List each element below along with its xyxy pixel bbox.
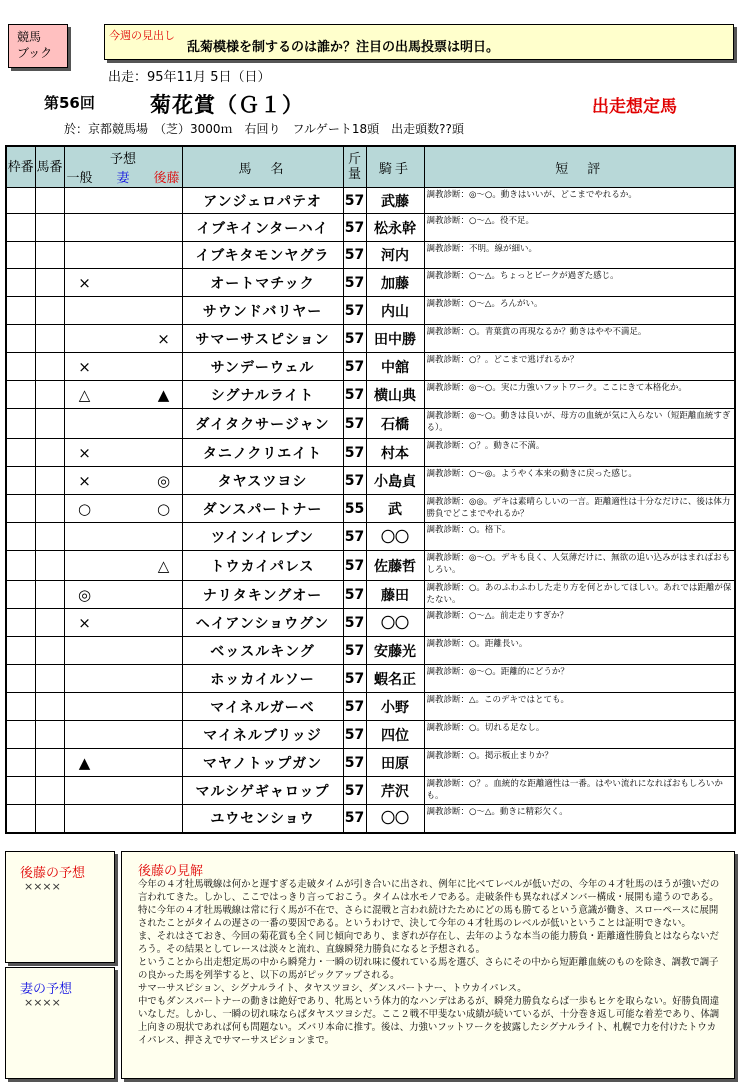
prediction-cell	[64, 665, 182, 693]
table-row	[6, 693, 735, 721]
horse-weight: 57	[343, 637, 366, 665]
short-comment: 調教診断：○。掲示板止まりか？	[424, 749, 735, 777]
header-uma: 馬番	[35, 146, 64, 188]
horse-name: ナリタキングオー	[182, 581, 343, 609]
horse-weight: 57	[343, 269, 366, 297]
waku-cell	[6, 297, 35, 325]
table-row	[6, 805, 735, 833]
uma-cell	[35, 721, 64, 749]
horse-name: アンジェロパテオ	[182, 188, 343, 214]
mark-goto	[154, 444, 174, 462]
horse-name: イブキインターハイ	[182, 214, 343, 242]
short-comment: 調教診断：○～△。ろんがい。	[424, 297, 735, 325]
uma-cell	[35, 381, 64, 409]
prediction-cell	[64, 325, 182, 353]
prediction-cell	[64, 495, 182, 523]
waku-cell	[6, 721, 35, 749]
header-tsuma: 妻	[116, 171, 130, 186]
horse-weight: 57	[343, 777, 366, 805]
jockey-name: 河内	[366, 242, 424, 269]
goto-pick-title: 後藤の予想	[20, 866, 86, 881]
mark-ippan: ×	[78, 613, 91, 632]
short-comment: 調教診断：◎～○。動きはいいが、どこまでやれるか。	[424, 188, 735, 214]
prediction-cell	[64, 409, 182, 439]
header-horse-name: 馬 名	[182, 146, 343, 188]
table-row	[6, 409, 735, 439]
horse-name: ダンスパートナー	[182, 495, 343, 523]
short-comment: 調教診断：△。このデキではとても。	[424, 693, 735, 721]
horse-weight: 57	[343, 381, 366, 409]
table-row	[6, 242, 735, 269]
table-row	[6, 269, 735, 297]
uma-cell	[35, 467, 64, 495]
waku-cell	[6, 188, 35, 214]
short-comment: 調教診断：○？。どこまで逃げれるか？	[424, 353, 735, 381]
table-row	[6, 495, 735, 523]
waku-cell	[6, 665, 35, 693]
horse-name: ツインイレブン	[182, 523, 343, 551]
mark-goto	[154, 614, 174, 632]
goto-pick-value: ××××	[24, 880, 61, 893]
short-comment: 調教診断：◎◎。デキは素晴らしいの一言。距離適性は十分なだけに、後は体力勝負でどこまでやれるか？	[424, 495, 735, 523]
prediction-cell	[64, 777, 182, 805]
jockey-name: 内山	[366, 297, 424, 325]
prediction-cell	[64, 269, 182, 297]
mark-goto: ▲	[157, 385, 170, 404]
jockey-name: 蝦名正	[366, 665, 424, 693]
weekly-headline-box	[104, 24, 734, 60]
horse-name: マイネルブリッジ	[182, 721, 343, 749]
horse-name: タヤスツヨシ	[182, 467, 343, 495]
jockey-name: 小野	[366, 693, 424, 721]
header-jockey: 騎手	[366, 146, 424, 188]
horse-weight: 57	[343, 409, 366, 439]
mark-ippan	[75, 330, 95, 348]
uma-cell	[35, 297, 64, 325]
horse-name: イブキタモンヤグラ	[182, 242, 343, 269]
prediction-cell	[64, 439, 182, 467]
short-comment: 調教診断：○～△。ちょっとピークが過ぎた感じ。	[424, 269, 735, 297]
short-comment: 調教診断：◎～○。動きは良いが、母方の血統が気に入らない（短距離血統すぎる）。	[424, 409, 735, 439]
horse-weight: 57	[343, 242, 366, 269]
table-row	[6, 637, 735, 665]
waku-cell	[6, 693, 35, 721]
race-date: 出走：95年11月 5日（日）	[108, 70, 271, 85]
uma-cell	[35, 188, 64, 214]
horse-name: タニノクリエイト	[182, 439, 343, 467]
short-comment: 調教診断：○～◎。ようやく本来の動きに戻った感じ。	[424, 467, 735, 495]
waku-cell	[6, 242, 35, 269]
mark-ippan: ×	[78, 443, 91, 462]
uma-cell	[35, 242, 64, 269]
waku-cell	[6, 637, 35, 665]
waku-cell	[6, 581, 35, 609]
mark-ippan: ○	[77, 499, 92, 518]
mark-ippan: ×	[78, 273, 91, 292]
table-row	[6, 581, 735, 609]
horse-weight: 55	[343, 495, 366, 523]
wife-pick-box	[5, 967, 115, 1079]
short-comment: 調教診断：○。あのふわふわした走り方を何とかしてほしい。あれでは距離が保たない。	[424, 581, 735, 609]
mark-tsuma	[114, 274, 134, 292]
table-row	[6, 381, 735, 409]
waku-cell	[6, 214, 35, 242]
short-comment: 調教診断：○。切れる足なし。	[424, 721, 735, 749]
jockey-name: 加藤	[366, 269, 424, 297]
mark-tsuma	[114, 614, 134, 632]
logo-line-2: ブック	[17, 46, 53, 60]
short-comment: 調教診断：不明。線が細い。	[424, 242, 735, 269]
mark-goto: ◎	[156, 471, 171, 490]
prediction-cell	[64, 581, 182, 609]
short-comment: 調教診断：○～△。前走走りすぎか？	[424, 609, 735, 637]
mark-tsuma	[114, 754, 134, 772]
horse-weight: 57	[343, 749, 366, 777]
short-comment: 調教診断：○。距離長い。	[424, 637, 735, 665]
mark-ippan: ×	[78, 471, 91, 490]
mark-ippan: ▲	[78, 753, 91, 772]
table-row	[6, 749, 735, 777]
horse-name: ユウセンショウ	[182, 805, 343, 833]
short-comment: 調教診断：○～△。役不足。	[424, 214, 735, 242]
waku-cell	[6, 749, 35, 777]
entries-body	[6, 188, 735, 833]
short-comment: 調教診断：○？。動きに不満。	[424, 439, 735, 467]
horse-weight: 57	[343, 467, 366, 495]
horse-weight: 57	[343, 665, 366, 693]
mark-goto: ×	[157, 329, 170, 348]
header-prediction-title: 予想	[109, 152, 136, 167]
jockey-name: 小島貞	[366, 467, 424, 495]
header-prediction-sub	[65, 167, 182, 186]
uma-cell	[35, 353, 64, 381]
mark-tsuma	[114, 386, 134, 404]
uma-cell	[35, 495, 64, 523]
goto-view-text: 今年の４才牡馬戦線は何かと遅すぎる走破タイムが引き合いに出され、例年に比べてレベルが低いだの、今年の４才牡馬のほうが強いだの言われてきた。しかし、ここではっきり言っておこう。タイムは水モノである。走破条件も異なればメンバー構成・展開も違うのである。特に今年の４才牡馬戦線は常に行く馬が不在で、さらに混戦と言われ続けたためにどの馬も勝てるという意識が働き、スローペースに展開されたことがタイムの遅さの一番の要因である。というわけで、決して今年の４才牡馬のレベルが低いということは証明できない。 ま、それはさておき、今回の菊花賞も全く同じ傾向であり、まぎれが存在し、去年のような本当の能力勝負・距離適性勝負とはならないだろう。その結果としてレースは淡々と流れ、直線瞬発力勝負になると予想される。 ということから出走想定馬の中から瞬発力・一瞬の切れ味に優れている馬を選び、さらにその中から短距離血統のものを除き、調教で調子の良かった馬を列挙すると、以下の馬がピックアップされる。 サマーサスピション、シグナルライト、タヤスツヨシ、ダンスパートナー、トウカイパレス。 中でもダンスパートナーの動きは絶好であり、牝馬という体力的なハンデはあるが、瞬発力勝負ならば一歩もヒケを取らない。好勝負間違いなしだ。しかし、一瞬の切れ味ならばタヤスツヨシだ。ここ２戦不甲斐ない成績が続いているが、十分巻き返し可能な着差であり、体調上向きの現状であれば何も問題ない。ズバリ本命に推す。後は、力強いフットワークを披露したシグナルライト、札幌で力を付けたトウカイパレス、押さえでサマーサスピションまで。	[138, 879, 720, 1046]
mark-tsuma	[114, 472, 134, 490]
table-row	[6, 325, 735, 353]
horse-name: ヘイアンショウグン	[182, 609, 343, 637]
headline-label: 今週の見出し	[109, 29, 175, 42]
horse-name: シグナルライト	[182, 381, 343, 409]
mark-tsuma	[114, 358, 134, 376]
mark-goto	[154, 358, 174, 376]
waku-cell	[6, 325, 35, 353]
horse-name: サマーサスピション	[182, 325, 343, 353]
uma-cell	[35, 777, 64, 805]
short-comment: 調教診断：○？。血統的な距離適性は一番。はやい流れになればおもしろいかも。	[424, 777, 735, 805]
prediction-cell	[64, 381, 182, 409]
jockey-name: 四位	[366, 721, 424, 749]
goto-view-box	[121, 851, 735, 1079]
horse-name: トウカイパレス	[182, 551, 343, 581]
short-comment: 調教診断：◎～○。デキも良く、人気薄だけに、無欲の追い込みがはまればおもしろい。	[424, 551, 735, 581]
horse-weight: 57	[343, 325, 366, 353]
uma-cell	[35, 805, 64, 833]
horse-name: サウンドバリヤー	[182, 297, 343, 325]
race-name: 菊花賞（Ｇ１）	[150, 93, 304, 117]
waku-cell	[6, 439, 35, 467]
waku-cell	[6, 551, 35, 581]
table-row	[6, 188, 735, 214]
table-row	[6, 214, 735, 242]
prediction-cell	[64, 693, 182, 721]
horse-weight: 57	[343, 551, 366, 581]
horse-weight: 57	[343, 609, 366, 637]
jockey-name: 松永幹	[366, 214, 424, 242]
uma-cell	[35, 665, 64, 693]
jockey-name: 武	[366, 495, 424, 523]
mark-goto: △	[157, 556, 170, 575]
header-goto: 後藤	[153, 171, 180, 186]
horse-name: ダイタクサージャン	[182, 409, 343, 439]
horse-weight: 57	[343, 439, 366, 467]
jockey-name: 横山典	[366, 381, 424, 409]
headline-text: 乱菊模様を制するのは誰か？注目の出馬投票は明日。	[187, 40, 500, 55]
waku-cell	[6, 381, 35, 409]
goto-pick-box	[5, 851, 115, 963]
horse-name: マルシゲギャロップ	[182, 777, 343, 805]
prediction-cell	[64, 214, 182, 242]
horse-weight: 57	[343, 297, 366, 325]
uma-cell	[35, 637, 64, 665]
horse-weight: 57	[343, 523, 366, 551]
waku-cell	[6, 777, 35, 805]
uma-cell	[35, 325, 64, 353]
prediction-cell	[64, 609, 182, 637]
horse-weight: 57	[343, 188, 366, 214]
table-header-row	[6, 146, 735, 188]
mark-tsuma	[114, 444, 134, 462]
waku-cell	[6, 269, 35, 297]
horse-name: マイネルガーベ	[182, 693, 343, 721]
uma-cell	[35, 269, 64, 297]
horse-name: サンデーウェル	[182, 353, 343, 381]
horse-name: マヤノトップガン	[182, 749, 343, 777]
prediction-cell	[64, 242, 182, 269]
horse-weight: 57	[343, 693, 366, 721]
jockey-name: 武藤	[366, 188, 424, 214]
prediction-cell	[64, 353, 182, 381]
horse-weight: 57	[343, 721, 366, 749]
prediction-cell	[64, 297, 182, 325]
table-row	[6, 777, 735, 805]
waku-cell	[6, 409, 35, 439]
prediction-cell	[64, 805, 182, 833]
jockey-name: 芹沢	[366, 777, 424, 805]
header-comment: 短 評	[424, 146, 735, 188]
race-info: 於：京都競馬場 （芝）3000ｍ 右回り フルゲート18頭 出走頭数??頭	[64, 122, 464, 136]
table-row	[6, 523, 735, 551]
prediction-cell	[64, 523, 182, 551]
table-row	[6, 551, 735, 581]
waku-cell	[6, 495, 35, 523]
header-ippan: 一般	[66, 171, 93, 186]
mark-goto	[154, 274, 174, 292]
uma-cell	[35, 609, 64, 637]
mark-ippan: △	[78, 385, 91, 404]
prediction-cell	[64, 467, 182, 495]
race-number: 第56回	[44, 94, 95, 112]
table-row	[6, 665, 735, 693]
mark-goto: ○	[156, 499, 171, 518]
table-row	[6, 721, 735, 749]
mark-ippan	[75, 557, 95, 575]
mark-ippan: ×	[78, 357, 91, 376]
horse-name: ホッカイルソー	[182, 665, 343, 693]
waku-cell	[6, 523, 35, 551]
jockey-name: 〇〇	[366, 609, 424, 637]
prediction-cell	[64, 637, 182, 665]
uma-cell	[35, 693, 64, 721]
jockey-name: 田中勝	[366, 325, 424, 353]
short-comment: 調教診断：◎～○。距離的にどうか？	[424, 665, 735, 693]
waku-cell	[6, 467, 35, 495]
jockey-name: 田原	[366, 749, 424, 777]
mark-tsuma	[114, 557, 134, 575]
jockey-name: 〇〇	[366, 805, 424, 833]
short-comment: 調教診断：◎～○。実に力強いフットワーク。ここにきて本格化か。	[424, 381, 735, 409]
horse-weight: 57	[343, 805, 366, 833]
wife-pick-title: 妻の予想	[20, 982, 73, 997]
uma-cell	[35, 551, 64, 581]
waku-cell	[6, 805, 35, 833]
uma-cell	[35, 581, 64, 609]
horse-weight: 57	[343, 353, 366, 381]
uma-cell	[35, 214, 64, 242]
logo-line-1: 競馬	[17, 30, 42, 44]
horse-weight: 57	[343, 581, 366, 609]
horse-weight: 57	[343, 214, 366, 242]
mark-ippan: ◎	[77, 585, 92, 604]
goto-view-title: 後藤の見解	[138, 864, 204, 879]
mark-tsuma	[114, 500, 134, 518]
jockey-name: 村本	[366, 439, 424, 467]
prediction-cell	[64, 188, 182, 214]
jockey-name: 石橋	[366, 409, 424, 439]
table-row	[6, 297, 735, 325]
table-row	[6, 609, 735, 637]
table-row	[6, 353, 735, 381]
mark-tsuma	[114, 586, 134, 604]
uma-cell	[35, 439, 64, 467]
uma-cell	[35, 523, 64, 551]
entries-table	[5, 145, 736, 834]
short-comment: 調教診断：○。格下。	[424, 523, 735, 551]
header-prediction	[64, 146, 182, 188]
mark-goto	[154, 754, 174, 772]
uma-cell	[35, 409, 64, 439]
jockey-name: 〇〇	[366, 523, 424, 551]
header-weight: 斤量	[343, 146, 366, 188]
table-row	[6, 439, 735, 467]
mark-goto	[154, 586, 174, 604]
race-status: 出走想定馬	[592, 97, 677, 117]
waku-cell	[6, 353, 35, 381]
jockey-name: 佐藤哲	[366, 551, 424, 581]
waku-cell	[6, 609, 35, 637]
prediction-cell	[64, 749, 182, 777]
jockey-name: 中舘	[366, 353, 424, 381]
horse-name: オートマチック	[182, 269, 343, 297]
header-waku: 枠番	[6, 146, 35, 188]
horse-name: ベッスルキング	[182, 637, 343, 665]
jockey-name: 安藤光	[366, 637, 424, 665]
table-row	[6, 467, 735, 495]
short-comment: 調教診断：○。青葉賞の再現なるか？動きはやや不満足。	[424, 325, 735, 353]
mark-tsuma	[114, 330, 134, 348]
jockey-name: 藤田	[366, 581, 424, 609]
prediction-cell	[64, 551, 182, 581]
keiba-book-logo[interactable]	[8, 24, 68, 68]
prediction-cell	[64, 721, 182, 749]
short-comment: 調教診断：○～△。動きに精彩欠く。	[424, 805, 735, 833]
wife-pick-value: ××××	[24, 996, 61, 1009]
uma-cell	[35, 749, 64, 777]
